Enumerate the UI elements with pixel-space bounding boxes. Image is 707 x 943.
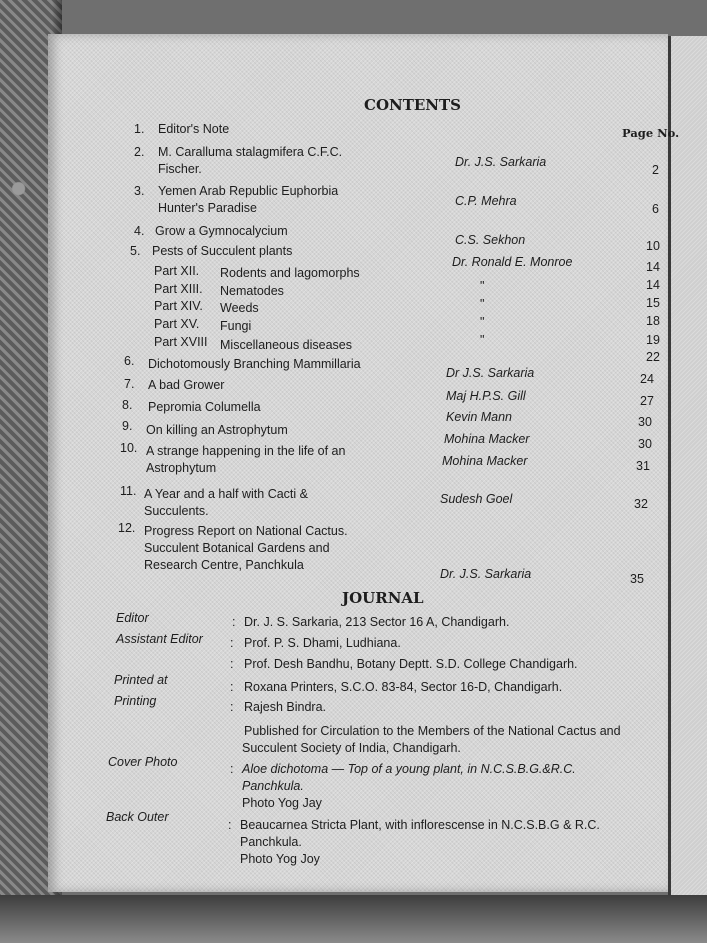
journal-label: Assistant Editor (116, 632, 203, 646)
item-page: 6 (652, 202, 659, 216)
item-title: Succulents. (144, 504, 209, 518)
journal-value: Photo Yog Jay (242, 796, 322, 810)
subitem-page: 14 (646, 278, 660, 292)
journal-value: Dr. J. S. Sarkaria, 213 Sector 16 A, Chandigarh. (244, 615, 510, 629)
item-author: Mohina Macker (444, 432, 530, 446)
subitem-page: 15 (646, 296, 660, 310)
item-author: Dr. J.S. Sarkaria (440, 567, 532, 581)
subitem-title: Fungi (220, 319, 252, 333)
item-page: 31 (636, 459, 650, 473)
subitem-part: Part XVIII (154, 335, 208, 349)
item-title: Succulent Botanical Gardens and (144, 541, 330, 555)
subitem-title: Nematodes (220, 284, 284, 298)
adjacent-page-edge (668, 36, 707, 896)
subitem-part: Part XIV. (154, 299, 203, 313)
item-title: Pepromia Columella (148, 400, 261, 414)
journal-separator: : (232, 615, 236, 629)
journal-label: Editor (116, 611, 149, 625)
subitem-page: 18 (646, 314, 660, 328)
item-title: A bad Grower (148, 378, 225, 392)
item-number: 12. (118, 521, 136, 535)
journal-value: Published for Circulation to the Members of the National Cactus and (244, 724, 621, 738)
journal-value: Succulent Society of India, Chandigarh. (242, 741, 461, 755)
item-number: 6. (124, 354, 135, 368)
subitem-part: Part XV. (154, 317, 200, 331)
journal-value: Panchkula. (240, 835, 302, 849)
journal-value: Prof. Desh Bandhu, Botany Deptt. S.D. College Chandigarh. (244, 657, 578, 671)
item-title: Pests of Succulent plants (152, 244, 293, 258)
journal-value: Panchkula. (242, 779, 304, 793)
item-number: 8. (122, 398, 133, 412)
journal-value: Photo Yog Joy (240, 852, 320, 866)
journal-label: Cover Photo (108, 755, 178, 769)
item-title: Yemen Arab Republic Euphorbia (158, 184, 339, 198)
item-title: Fischer. (158, 162, 202, 176)
ditto-mark: " (480, 297, 485, 311)
item-author: Dr. J.S. Sarkaria (455, 155, 547, 169)
journal-value: Prof. P. S. Dhami, Ludhiana. (244, 636, 401, 650)
item-title: Research Centre, Panchkula (144, 558, 304, 572)
item-page: 2 (652, 163, 659, 177)
item-author: Dr J.S. Sarkaria (446, 366, 535, 380)
item-page: 30 (638, 437, 652, 451)
subitem-title: Rodents and lagomorphs (220, 266, 360, 280)
item-author: Mohina Macker (442, 454, 528, 468)
item-author: Sudesh Goel (440, 492, 513, 506)
journal-value: Rajesh Bindra. (244, 700, 326, 714)
item-page: 32 (634, 497, 648, 511)
item-number: 4. (134, 224, 145, 238)
item-page: 14 (646, 260, 660, 274)
item-title: M. Caralluma stalagmifera C.F.C. (158, 145, 343, 159)
ditto-mark: " (480, 315, 485, 329)
journal-separator: : (228, 818, 232, 832)
journal-value: Roxana Printers, S.C.O. 83-84, Sector 16-D, Chandigarh. (244, 680, 563, 694)
subitem-title: Miscellaneous diseases (220, 338, 353, 352)
scan-bottom-edge (0, 895, 707, 943)
item-number: 1. (134, 122, 145, 136)
item-number: 11. (120, 484, 137, 498)
item-number: 5. (130, 244, 141, 258)
journal-title: JOURNAL (342, 589, 424, 607)
item-author: C.S. Sekhon (455, 233, 526, 247)
journal-label: Back Outer (106, 810, 169, 824)
item-title: On killing an Astrophytum (146, 423, 288, 437)
subitem-part: Part XII. (154, 264, 200, 278)
page-no-header: Page No. (622, 126, 680, 140)
item-author: Maj H.P.S. Gill (446, 389, 526, 403)
item-page: 35 (630, 572, 644, 586)
journal-value: Aloe dichotoma — Top of a young plant, in N.C.S.B.G.&R.C. (242, 762, 576, 776)
journal-separator: : (230, 762, 234, 776)
item-page: 30 (638, 415, 652, 429)
item-title: A strange happening in the life of an (146, 444, 346, 458)
item-number: 9. (122, 419, 133, 433)
journal-value: Beaucarnea Stricta Plant, with inflorescense in N.C.S.B.G & R.C. (240, 818, 600, 832)
item-page: 27 (640, 394, 654, 408)
ditto-mark: " (480, 279, 485, 293)
item-title: Grow a Gymnocalycium (155, 224, 288, 238)
item-author: Kevin Mann (446, 410, 513, 424)
item-title: Editor's Note (158, 122, 230, 136)
item-number: 2. (134, 145, 145, 159)
subitem-part: Part XIII. (154, 282, 203, 296)
item-number: 7. (124, 377, 135, 391)
item-title: Astrophytum (146, 461, 217, 475)
journal-label: Printing (114, 694, 157, 708)
item-author: Dr. Ronald E. Monroe (452, 255, 573, 269)
subitem-page: 19 (646, 333, 660, 347)
journal-separator: : (230, 657, 234, 671)
journal-separator: : (230, 636, 234, 650)
journal-separator: : (230, 680, 234, 694)
subitem-title: Weeds (220, 301, 259, 315)
item-page: 10 (646, 239, 660, 253)
item-number: 10. (120, 441, 138, 455)
item-title: Progress Report on National Cactus. (144, 524, 348, 538)
journal-label: Printed at (114, 673, 168, 687)
item-page: 24 (640, 372, 654, 386)
journal-separator: : (230, 700, 234, 714)
item-title: A Year and a half with Cacti & (144, 487, 308, 501)
subitem-page: 22 (646, 350, 660, 364)
ditto-mark: " (480, 333, 485, 347)
item-title: Dichotomously Branching Mammillaria (148, 357, 361, 371)
contents-title: CONTENTS (364, 96, 462, 114)
item-number: 3. (134, 184, 145, 198)
item-title: Hunter's Paradise (158, 201, 257, 215)
item-author: C.P. Mehra (455, 194, 517, 208)
